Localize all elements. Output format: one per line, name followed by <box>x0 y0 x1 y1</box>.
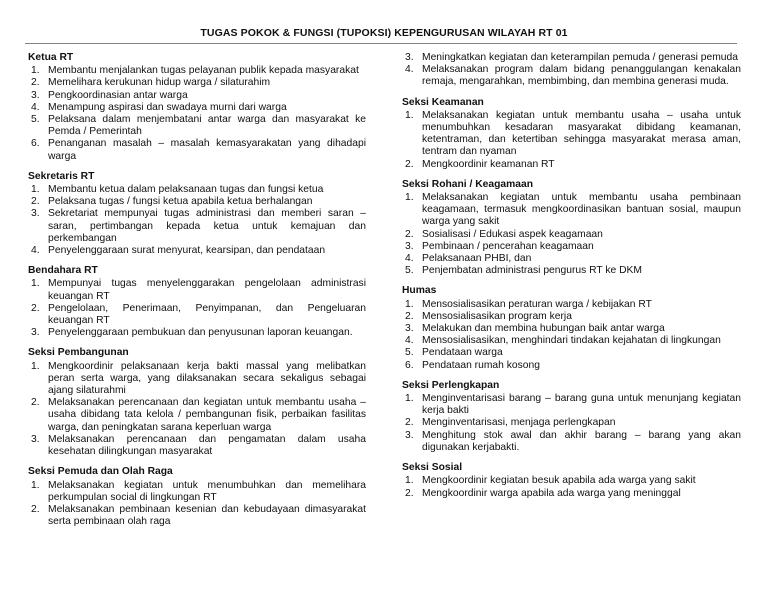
item-number: 5. <box>405 265 414 277</box>
item-text: Mensosialisasikan, menghindari tindakan kejahatan di lingkungan <box>422 335 721 347</box>
item-text: Pendataan warga <box>422 347 503 359</box>
item-number: 1. <box>405 192 414 204</box>
section-heading: Seksi Pembangunan <box>28 347 129 359</box>
section-seksi-pemuda-dan-olah-raga <box>28 466 366 528</box>
item-text: Mengkoordinir keamanan RT <box>422 158 555 170</box>
item-text: Menampung aspirasi dan swadaya murni dari warga <box>48 101 287 113</box>
task-list <box>402 192 741 277</box>
item-number: 4. <box>31 101 40 113</box>
item-text: Melaksanakan kegiatan untuk membantu usaha pembinaan keagamaan, termasuk mengkoordinasikan bantuan sosial, maupun warga yang sakit <box>422 192 741 228</box>
section-heading: Sekretaris RT <box>28 170 95 182</box>
section-seksi-perlengkapan <box>402 380 741 454</box>
item-number: 1. <box>405 393 414 405</box>
task-list <box>402 110 741 171</box>
item-number: 1. <box>31 184 40 196</box>
list-item <box>28 327 366 339</box>
item-number: 2. <box>31 196 40 208</box>
task-list <box>28 184 366 257</box>
list-item <box>28 245 366 257</box>
section-ketua-rt <box>28 52 366 163</box>
item-text: Penyelenggaraan pembukuan dan penyusunan laporan keuangan. <box>48 327 353 339</box>
item-text: Melaksanakan program dalam bidang penanggulangan kenakalan remaja, mengarahkan, membimbing, dan membina generasi muda. <box>422 64 741 88</box>
item-number: 2. <box>31 77 40 89</box>
section-humas <box>402 285 741 371</box>
item-number: 2. <box>405 310 414 322</box>
item-text: Pembinaan / pencerahan keagamaan <box>422 240 594 252</box>
item-number: 2. <box>405 417 414 429</box>
item-text: Sosialisasi / Edukasi aspek keagamaan <box>422 228 603 240</box>
section-seksi-keamanan <box>402 97 741 171</box>
list-item <box>28 196 366 208</box>
task-list <box>402 475 741 499</box>
section-heading: Seksi Sosial <box>402 462 463 474</box>
list-item <box>28 138 366 162</box>
list-item <box>402 323 741 335</box>
list-item <box>402 311 741 323</box>
right-column <box>402 52 741 508</box>
item-number: 3. <box>31 89 40 101</box>
section-seksi-sosial <box>402 462 741 500</box>
list-item <box>402 110 741 159</box>
list-item <box>402 192 741 229</box>
list-item <box>28 278 366 302</box>
item-text: Membantu ketua dalam pelaksanaan tugas dan fungsi ketua <box>48 184 324 196</box>
item-number: 1. <box>31 278 40 290</box>
item-number: 3. <box>405 240 414 252</box>
item-text: Mensosialisasikan program kerja <box>422 310 572 322</box>
list-item <box>28 480 366 504</box>
item-text: Menghitung stok awal dan akhir barang – barang yang akan digunakan kerjabakti. <box>422 429 741 453</box>
item-number: 4. <box>31 245 40 257</box>
list-item <box>402 417 741 429</box>
list-item <box>402 241 741 253</box>
list-item <box>28 361 366 398</box>
item-number: 5. <box>31 114 40 126</box>
item-text: Sekretariat mempunyai tugas administrasi dan memberi saran – saran, pertimbangan kepada ketua untuk kemajuan dan perkembangan <box>48 208 366 244</box>
item-text: Memelihara kerukunan hidup warga / silaturahim <box>48 77 271 89</box>
item-text: Meningkatkan kegiatan dan keterampilan pemuda / generasi pemuda <box>422 52 738 63</box>
list-item <box>402 64 741 88</box>
task-list <box>28 361 366 459</box>
list-item <box>402 265 741 277</box>
section-heading: Humas <box>402 285 437 297</box>
item-number: 6. <box>405 359 414 371</box>
item-text: Penjembatan administrasi pengurus RT ke DKM <box>422 265 642 277</box>
task-list <box>28 278 366 339</box>
item-number: 2. <box>31 302 40 314</box>
list-item <box>402 347 741 359</box>
list-item <box>28 184 366 196</box>
section-bendahara-rt <box>28 265 366 339</box>
item-text: Pelaksanaan PHBI, dan <box>422 253 532 265</box>
list-item <box>402 360 741 372</box>
item-number: 5. <box>405 347 414 359</box>
list-item <box>28 77 366 89</box>
item-number: 4. <box>405 335 414 347</box>
item-text: Pengelolaan, Penerimaan, Penyimpanan, dan Pengeluaran keuangan RT <box>48 302 366 327</box>
section-sekretaris-rt <box>28 171 366 257</box>
list-item <box>402 52 741 64</box>
item-text: Melaksanakan kegiatan untuk menumbuhkan dan memelihara perkumpulan social di lingkungan RT <box>48 479 366 503</box>
item-number: 1. <box>31 360 40 372</box>
task-list <box>28 480 366 529</box>
list-item <box>28 303 366 327</box>
item-number: 1. <box>405 475 414 487</box>
title-divider <box>25 43 737 44</box>
item-number: 3. <box>405 52 414 63</box>
list-item <box>28 65 366 77</box>
list-item <box>28 504 366 528</box>
item-number: 1. <box>31 65 40 77</box>
item-text: Mengkoordinir pelaksanaan kerja bakti massal yang melibatkan peran serta warga, yang dilaksanakan secara sekaligus sebagai ajang silaturahmi <box>48 360 366 397</box>
item-number: 3. <box>31 327 40 339</box>
list-item <box>402 430 741 454</box>
list-item <box>402 159 741 171</box>
list-item <box>28 208 366 245</box>
section-seksi-pembangunan <box>28 347 366 458</box>
item-text: Penyelenggaraan surat menyurat, kearsipan, dan pendataan <box>48 245 326 257</box>
item-number: 2. <box>31 503 40 515</box>
section-heading: Bendahara RT <box>28 265 98 277</box>
left-column <box>28 52 366 536</box>
list-item <box>402 393 741 417</box>
item-number: 1. <box>405 298 414 310</box>
item-number: 4. <box>405 64 414 76</box>
list-item <box>402 488 741 500</box>
list-item <box>402 253 741 265</box>
item-number: 2. <box>405 158 414 170</box>
item-text: Melaksanakan perencanaan dan kegiatan untuk membantu usaha – usaha dibidang tata kelola / pembangunan fisik, perbaikan fasilitas warga, dan peningkatan sarana keperluan warga <box>48 397 366 433</box>
section-heading: Seksi Perlengkapan <box>402 379 500 391</box>
item-text: Melakukan dan membina hubungan baik antar warga <box>422 323 665 335</box>
item-number: 3. <box>31 208 40 220</box>
task-list <box>402 52 741 89</box>
item-text: Mensosialisasikan peraturan warga / kebijakan RT <box>422 298 652 310</box>
list-item <box>402 229 741 241</box>
section-heading: Seksi Pemuda dan Olah Raga <box>28 466 173 478</box>
list-item <box>28 102 366 114</box>
item-text: Mempunyai tugas menyelenggarakan pengelolaan administrasi keuangan RT <box>48 278 366 302</box>
item-text: Mengkoordinir kegiatan besuk apabila ada warga yang sakit <box>422 475 696 487</box>
item-text: Melaksanakan kegiatan untuk membantu usaha – usaha untuk menumbuhkan kesadaran masyarakat dibidang keamanan, ketentraman, dan ketertiban sehingga masyarakat merasa aman, tentram dan nyaman <box>422 109 741 158</box>
section-heading: Seksi Rohani / Keagamaan <box>402 178 534 190</box>
item-number: 1. <box>405 109 414 121</box>
section-continued <box>402 52 741 89</box>
item-number: 2. <box>405 487 414 499</box>
list-item <box>402 299 741 311</box>
list-item <box>28 114 366 138</box>
task-list <box>28 65 366 163</box>
item-text: Pengkoordinasian antar warga <box>48 89 188 101</box>
page-title: TUGAS POKOK & FUNGSI (TUPOKSI) KEPENGURUSAN WILAYAH RT 01 <box>200 27 568 39</box>
item-text: Pelaksana tugas / fungsi ketua apabila ketua berhalangan <box>48 196 313 208</box>
task-list <box>402 393 741 454</box>
list-item <box>28 90 366 102</box>
section-seksi-rohani-keagamaan <box>402 179 741 278</box>
item-number: 2. <box>31 397 40 409</box>
item-text: Melaksanakan perencanaan dan pengamatan dalam usaha kesehatan dilingkungan masyarakat <box>48 433 366 458</box>
item-text: Mengkoordinir warga apabila ada warga yang meninggal <box>422 487 681 499</box>
item-number: 2. <box>405 228 414 240</box>
list-item <box>402 335 741 347</box>
item-number: 6. <box>31 138 40 150</box>
item-text: Penanganan masalah – masalah kemasyarakatan yang dihadapi warga <box>48 138 366 162</box>
section-heading: Ketua RT <box>28 52 74 63</box>
section-heading: Seksi Keamanan <box>402 96 484 108</box>
item-text: Menginventarisasi, menjaga perlengkapan <box>422 417 616 429</box>
item-number: 3. <box>405 429 414 441</box>
item-text: Melaksanakan pembinaan kesenian dan kebudayaan dimasyarakat serta pembinaan olah raga <box>48 503 366 528</box>
item-number: 1. <box>31 479 40 491</box>
item-text: Menginventarisasi barang – barang guna untuk menunjang kegiatan kerja bakti <box>422 393 741 417</box>
task-list <box>402 299 741 372</box>
item-text: Membantu menjalankan tugas pelayanan publik kepada masyarakat <box>48 65 359 77</box>
list-item <box>28 434 366 458</box>
item-text: Pendataan rumah kosong <box>422 359 540 371</box>
list-item <box>28 397 366 434</box>
item-text: Pelaksana dalam menjembatani antar warga dan masyarakat ke Pemda / Pemerintah <box>48 114 366 138</box>
item-number: 3. <box>31 433 40 445</box>
item-number: 4. <box>405 253 414 265</box>
list-item <box>402 475 741 487</box>
item-number: 3. <box>405 323 414 335</box>
